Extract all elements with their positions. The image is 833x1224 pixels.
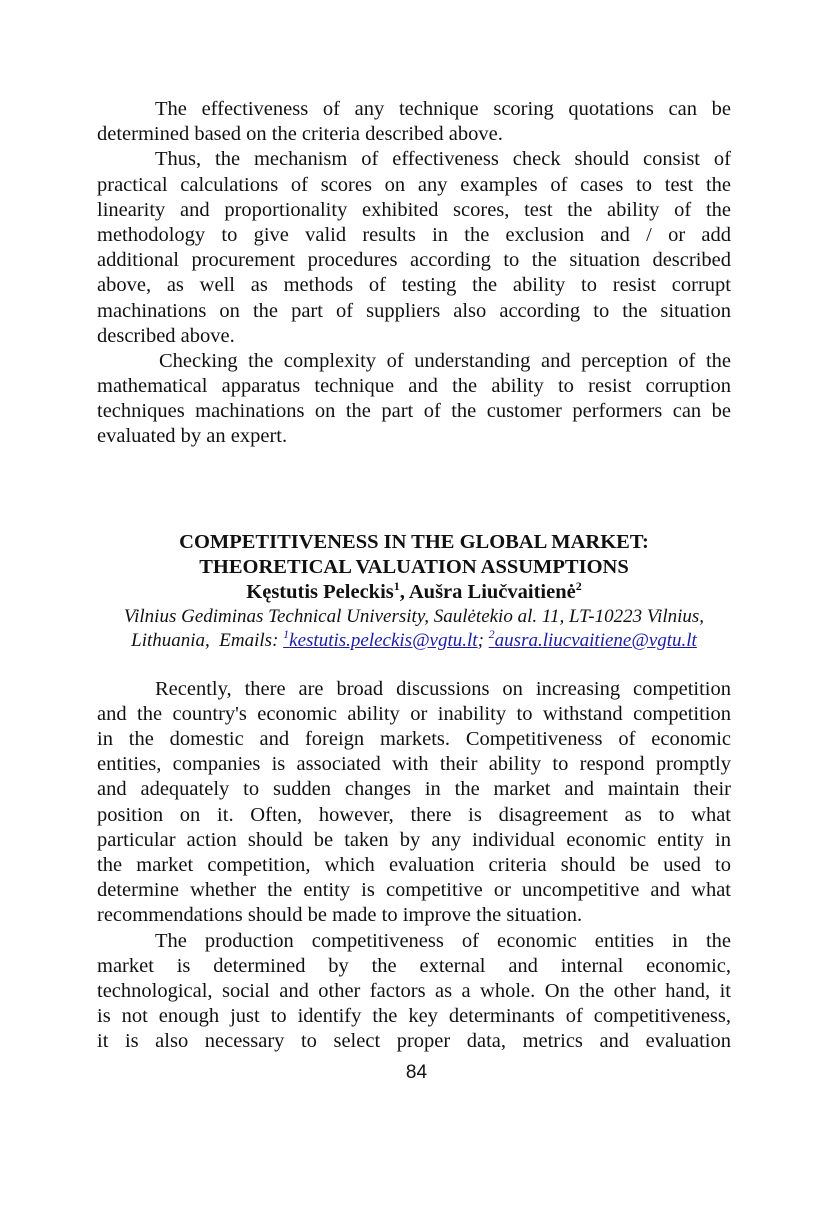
email-address: ausra.liucvaitiene@vgtu.lt — [494, 629, 697, 651]
text-line: techniques machinations on the part of the customer performers can be — [97, 400, 731, 423]
email-link[interactable] — [283, 626, 478, 651]
text-line: market is determined by the external and internal economic, — [97, 954, 731, 977]
text-line: and adequately to sudden changes in the market and maintain their — [97, 778, 731, 801]
text-line: methodology to give valid results in the exclusion and / or add — [97, 223, 731, 246]
page-body — [97, 97, 731, 1054]
text-line: Checking the complexity of understanding and perception of the — [159, 349, 731, 372]
text-line: technological, social and other factors as a whole. On the other hand, it — [97, 979, 731, 1002]
text-line: described above. — [97, 324, 235, 347]
article-authors — [97, 580, 731, 605]
article-header — [97, 530, 731, 653]
paragraph-checking — [97, 349, 731, 450]
text-line: and the country's economic ability or inability to withstand competition — [97, 702, 731, 725]
text-line: mathematical apparatus technique and the ability to resist corruption — [97, 375, 731, 398]
spacer — [97, 450, 731, 530]
text-line: recommendations should be made to improve the situation. — [97, 904, 583, 927]
email-link[interactable] — [488, 626, 697, 651]
affiliation-emails-line — [97, 626, 731, 653]
author-mark: 2 — [575, 578, 582, 593]
email-mark: 2 — [488, 626, 495, 641]
text-line: position on it. Often, however, there is disagreement as to what — [97, 803, 731, 826]
text-line: practical calculations of scores on any examples of cases to test the — [97, 173, 731, 196]
author-separator: , — [399, 580, 409, 603]
text-line: Thus, the mechanism of effectiveness check should consist of — [155, 148, 731, 171]
spacer — [97, 653, 731, 677]
author-mark: 1 — [393, 578, 400, 593]
email-separator: ; — [477, 629, 489, 651]
author-name: Kęstutis Peleckis — [246, 580, 394, 603]
text-line: additional procurement procedures according to the situation described — [97, 249, 731, 272]
text-line: entities, companies is associated with their ability to respond promptly — [97, 753, 731, 776]
text-line: determine whether the entity is competitive or uncompetitive and what — [97, 879, 731, 902]
text-line: Recently, there are broad discussions on increasing competition — [155, 677, 731, 700]
author-name: Aušra Liučvaitienė — [408, 580, 576, 603]
text-line: machinations on the part of suppliers also according to the situation — [97, 299, 731, 322]
page-number: 84 — [405, 1062, 428, 1083]
article-title-line: COMPETITIVENESS IN THE GLOBAL MARKET: — [179, 530, 649, 553]
email-mark: 1 — [283, 626, 290, 641]
article-title-line: THEORETICAL VALUATION ASSUMPTIONS — [199, 555, 629, 578]
text-line: is not enough just to identify the key determinants of competitiveness, — [97, 1005, 731, 1028]
text-line: determined based on the criteria described above. — [97, 123, 503, 146]
text-line: linearity and proportionality exhibited scores, test the ability of the — [97, 198, 731, 221]
paragraph-production — [97, 929, 731, 1055]
text-line: above, as well as methods of testing the ability to resist corrupt — [97, 274, 731, 297]
text-line: evaluated by an expert. — [97, 425, 288, 448]
text-line: particular action should be taken by any individual economic entity in — [97, 828, 731, 851]
paragraph-mechanism — [97, 147, 731, 349]
email-address: kestutis.peleckis@vgtu.lt — [289, 629, 478, 651]
paragraph-recently — [97, 677, 731, 929]
text-line: in the domestic and foreign markets. Competitiveness of economic — [97, 728, 731, 750]
affiliation-line: Vilnius Gediminas Technical University, Saulėtekio al. 11, LT-10223 Vilnius, — [123, 605, 705, 627]
paragraph-effectiveness — [97, 97, 731, 147]
text-line: the market competition, which evaluation criteria should be used to — [97, 853, 731, 876]
emails-prefix: Lithuania, Emails: — [131, 629, 284, 651]
text-line: The production competitiveness of economic entities in the — [155, 929, 731, 952]
text-line: The effectiveness of any technique scoring quotations can be — [155, 98, 731, 120]
text-line: it is also necessary to select proper data, metrics and evaluation — [97, 1030, 731, 1053]
